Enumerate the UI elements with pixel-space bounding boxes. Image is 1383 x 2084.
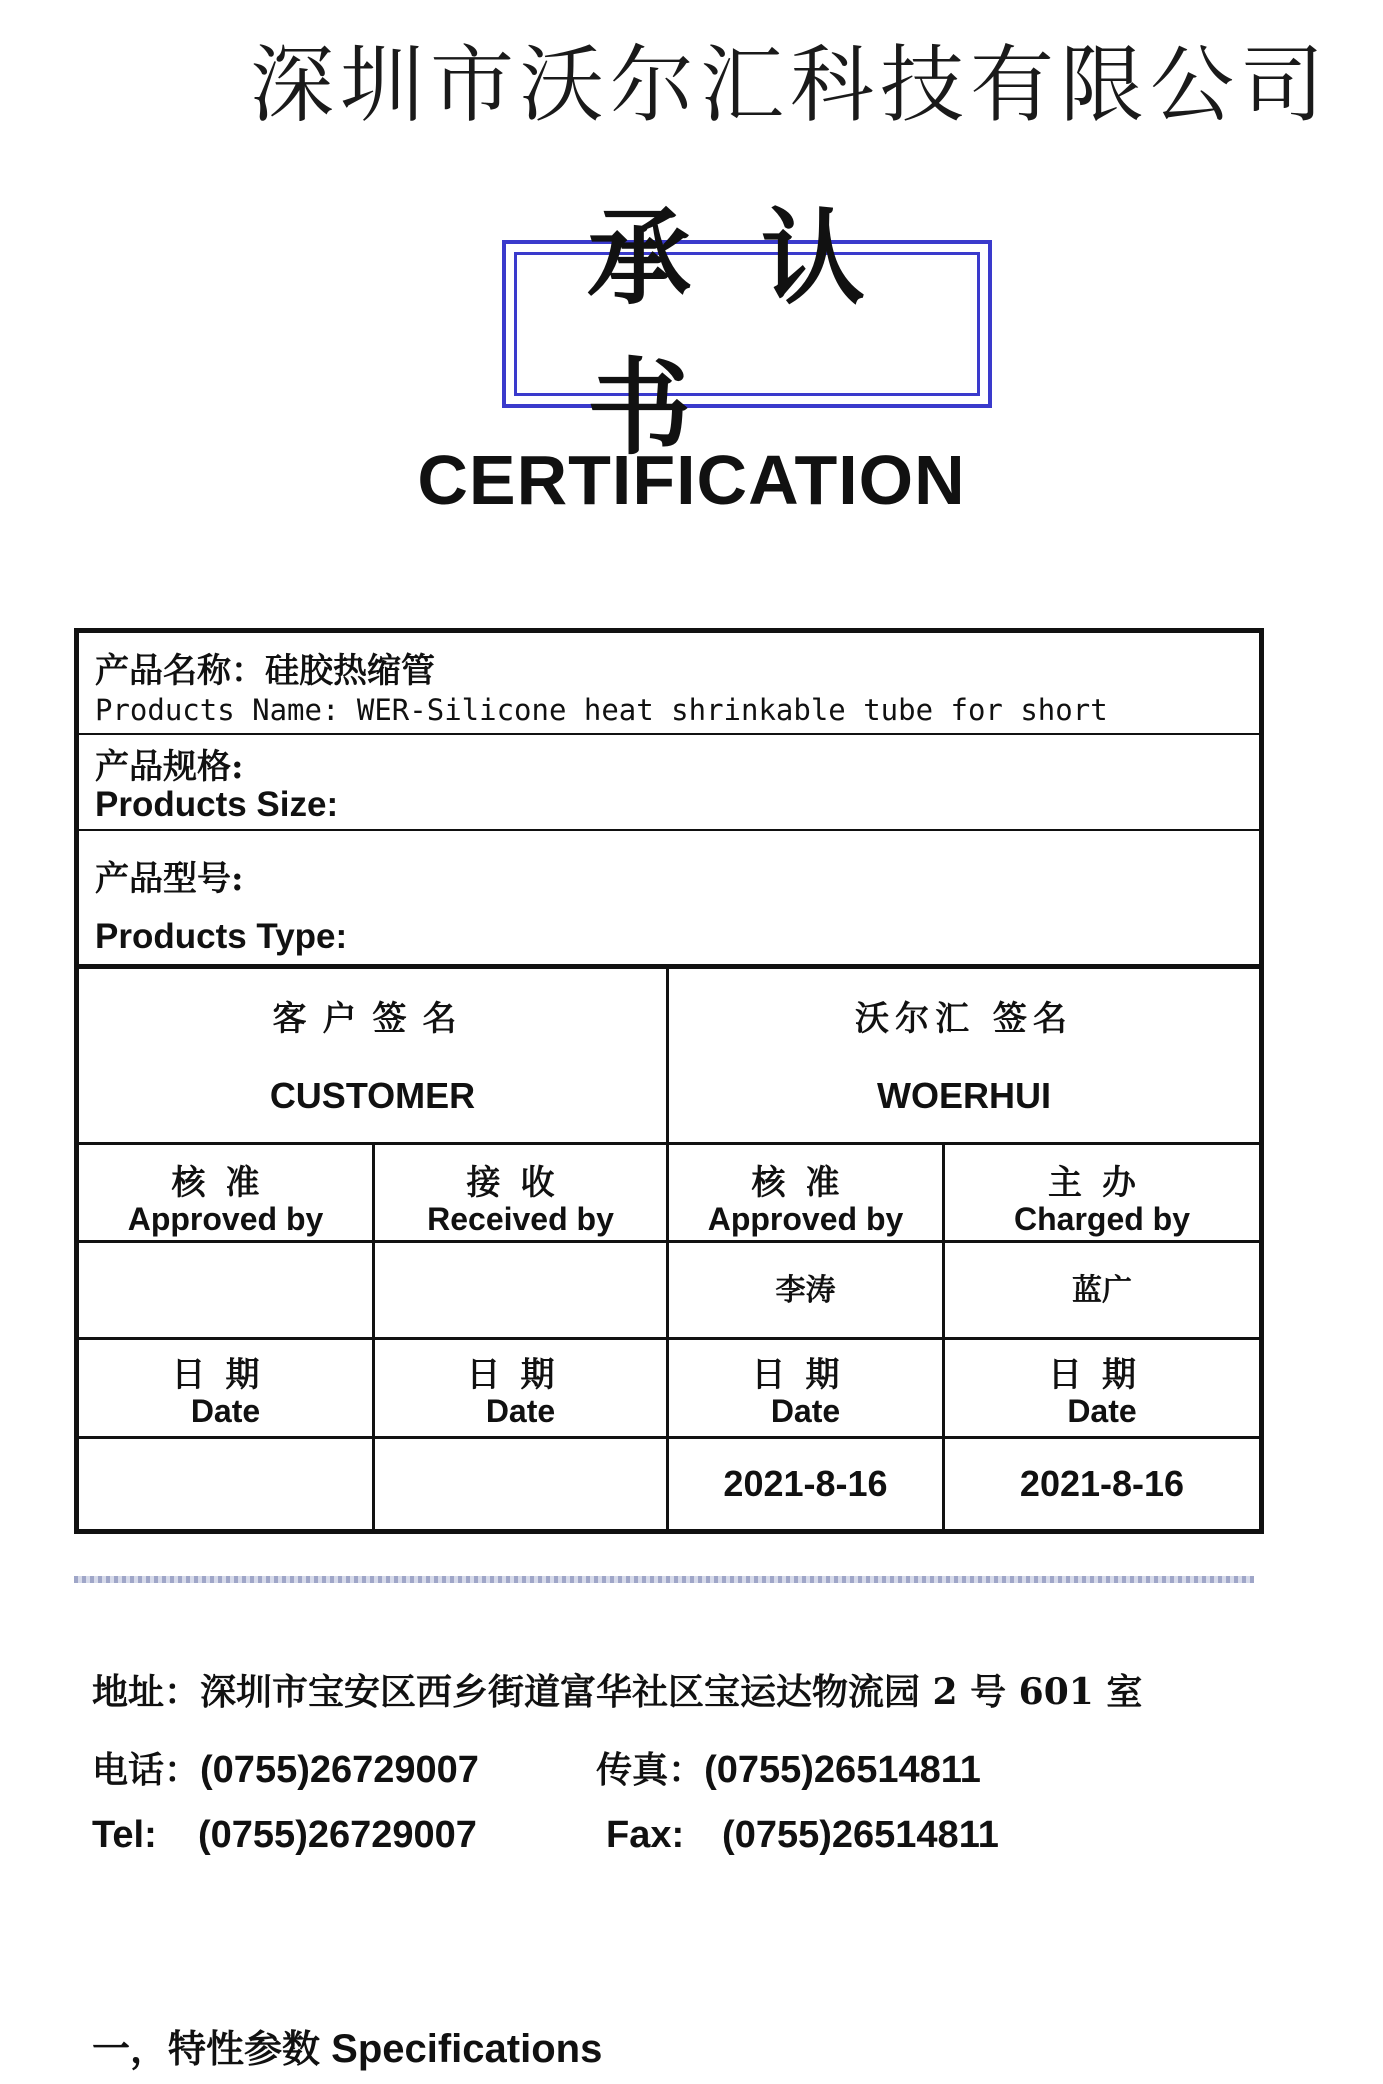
- fax-label-en: Fax:: [606, 1814, 685, 1856]
- document-title-en: CERTIFICATION: [417, 441, 966, 519]
- address-line: [92, 1664, 1142, 1715]
- title-frame: [502, 196, 992, 469]
- phone-line-cn: [92, 1742, 981, 1793]
- approval-table: [74, 628, 1264, 1534]
- divider: [79, 1436, 1259, 1439]
- role-en: Approved by: [127, 1201, 324, 1237]
- phone-label-cn: 电话：: [92, 1749, 201, 1791]
- customer-signature-en: CUSTOMER: [269, 1075, 476, 1116]
- woerhui-signature-cn: 沃尔汇 签名: [855, 999, 1073, 1039]
- date-cn: 日期: [751, 1355, 860, 1395]
- woerhui-signature-en: WOERHUI: [877, 1075, 1051, 1116]
- product-type-cn: 产品型号:: [95, 859, 244, 899]
- fax-number: (0755)26514811: [704, 1749, 981, 1791]
- date-en: Date: [485, 1393, 556, 1429]
- separator: [74, 1576, 1254, 1583]
- role-en: Approved by: [707, 1201, 904, 1237]
- document-title-cn: 承认书: [587, 196, 936, 469]
- phone-number: (0755)26729007: [200, 1749, 479, 1791]
- divider: [79, 829, 1259, 831]
- company-name: 深圳市沃尔汇科技有限公司: [250, 36, 1331, 134]
- signer-name: 李涛: [775, 1273, 836, 1308]
- date-cn: 日期: [466, 1355, 575, 1395]
- divider: [79, 1337, 1259, 1340]
- customer-signature-cn: 客户签名: [272, 999, 473, 1039]
- product-size-cn: 产品规格:: [95, 747, 244, 787]
- section-heading: [92, 2018, 602, 2073]
- date-en: Date: [1067, 1393, 1137, 1429]
- fax-number-en: (0755)26514811: [722, 1814, 999, 1856]
- role-cn: 核准: [171, 1163, 280, 1203]
- tel-number-en: (0755)26729007: [198, 1814, 477, 1856]
- role-en: Charged by: [1013, 1201, 1191, 1237]
- divider: [79, 964, 1259, 969]
- date-en: Date: [770, 1393, 841, 1429]
- date-en: Date: [190, 1393, 261, 1429]
- section-heading-en: Specifications: [331, 2027, 603, 2071]
- role-cn: 接收: [466, 1163, 575, 1203]
- date-cn: 日期: [1048, 1355, 1156, 1395]
- date-value: 2021-8-16: [1019, 1463, 1185, 1504]
- fax-label-cn: 传真：: [596, 1749, 705, 1791]
- date-cn: 日期: [171, 1355, 280, 1395]
- address: 地址：深圳市宝安区西乡街道富华社区宝运达物流园 2 号 601 室: [92, 1671, 1143, 1713]
- role-en: Received by: [427, 1201, 614, 1237]
- date-value: 2021-8-16: [723, 1463, 888, 1504]
- role-cn: 核准: [751, 1163, 860, 1203]
- divider: [79, 1142, 1259, 1145]
- section-heading-cn: 一，特性参数: [92, 2026, 321, 2071]
- phone-line-en: [92, 1814, 999, 1857]
- divider: [79, 1240, 1259, 1243]
- product-size-en: Products Size:: [95, 785, 339, 824]
- product-name-en: Products Name: WER-Silicone heat shrinkable tube for short: [95, 693, 1108, 727]
- title-frame-inner: [514, 196, 980, 469]
- signer-name: 蓝广: [1072, 1273, 1132, 1308]
- divider: [79, 733, 1259, 735]
- product-name-cn: 产品名称：硅胶热缩管: [95, 651, 435, 691]
- column-divider: [666, 969, 669, 1529]
- product-type-en: Products Type:: [95, 917, 348, 956]
- tel-label-en: Tel:: [92, 1814, 157, 1856]
- role-cn: 主办: [1048, 1163, 1156, 1203]
